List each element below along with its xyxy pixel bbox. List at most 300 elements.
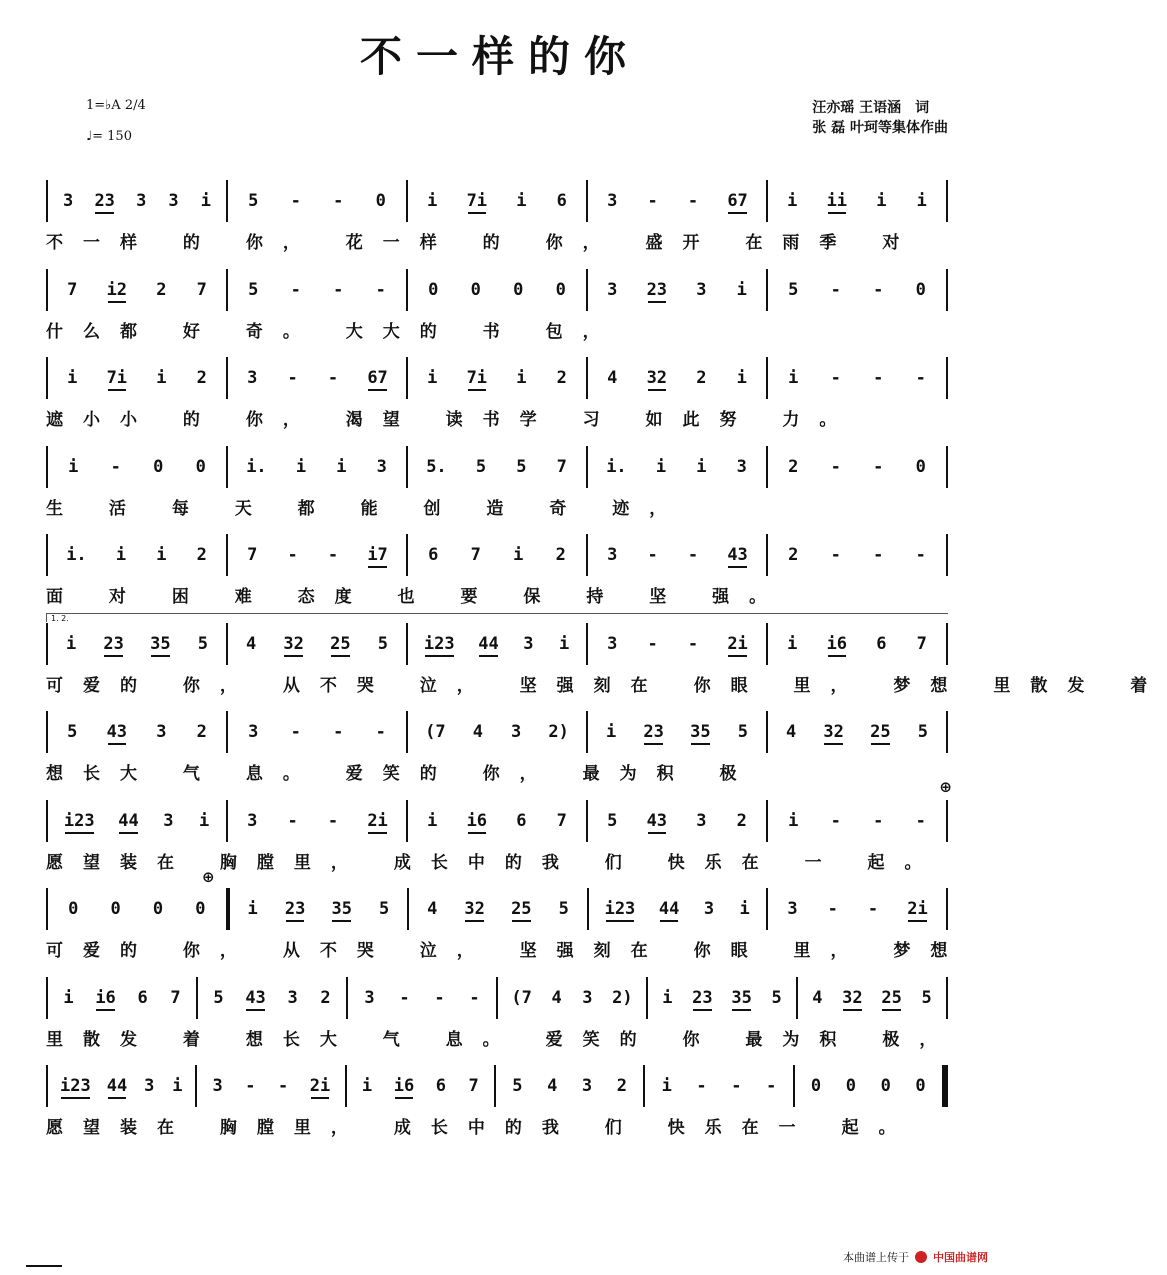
note: 25	[330, 633, 351, 654]
note-row	[46, 977, 948, 1019]
note: 0	[470, 279, 481, 300]
lyric-line: 不一样 的 你， 花一样 的 你， 盛开 在雨季 对	[46, 233, 920, 253]
note: 3	[510, 722, 522, 742]
note: -	[327, 368, 339, 388]
note: -	[867, 899, 879, 919]
note: 5	[516, 456, 527, 477]
note: 4	[472, 722, 483, 742]
note: 0	[555, 279, 566, 300]
note: 35	[150, 633, 171, 654]
note: 67	[367, 368, 388, 388]
note: 3	[736, 456, 747, 477]
note: i	[115, 545, 127, 565]
measure	[408, 711, 586, 753]
note: 7i	[466, 191, 488, 211]
note: 5	[607, 810, 618, 831]
measure	[648, 977, 796, 1019]
note: 3	[156, 722, 167, 742]
note: i	[916, 191, 927, 211]
note: 3	[787, 899, 798, 919]
measure	[408, 269, 586, 311]
note: 5	[921, 987, 932, 1008]
note: 3	[136, 191, 147, 211]
note: 3	[63, 191, 74, 211]
note: 0	[110, 899, 121, 919]
note-row	[46, 357, 948, 399]
note: 35	[331, 899, 352, 919]
footer	[843, 1249, 988, 1265]
note: 3	[247, 368, 258, 388]
note: 5	[213, 987, 224, 1008]
corner-rule	[26, 1265, 62, 1267]
note: i	[361, 1076, 373, 1096]
barline	[946, 623, 948, 665]
note: -	[287, 545, 298, 565]
note: i	[661, 1076, 672, 1096]
note: 7	[470, 545, 481, 565]
note: 32	[842, 987, 863, 1008]
note: i	[696, 456, 707, 477]
footer-brand: 中国曲谱网	[933, 1251, 988, 1264]
note: 0	[428, 279, 439, 300]
barline	[946, 800, 948, 842]
note: 3	[364, 987, 375, 1008]
score-system	[46, 1065, 948, 1154]
time-signature: 2/4	[124, 98, 146, 113]
note: i2	[106, 279, 128, 300]
note: -	[915, 810, 926, 831]
note: 7	[67, 279, 78, 300]
score-system	[46, 613, 1167, 712]
measure	[588, 269, 766, 311]
note: i23	[604, 899, 636, 919]
note: -	[469, 987, 480, 1008]
measure	[198, 977, 346, 1019]
note: i	[66, 633, 77, 654]
note: -	[830, 456, 841, 477]
measure	[768, 888, 946, 930]
note: i	[336, 456, 347, 477]
measure	[588, 800, 766, 842]
note: i	[172, 1076, 183, 1096]
measure	[228, 180, 406, 222]
note: i	[295, 456, 307, 477]
score-system	[46, 777, 952, 889]
note: 6	[876, 633, 887, 654]
note: -	[277, 1076, 289, 1096]
note: -	[687, 191, 699, 211]
note: 7	[556, 810, 567, 831]
brand-logo-icon	[915, 1251, 927, 1263]
note: 3	[581, 1076, 593, 1096]
note-row	[46, 180, 948, 222]
note: -	[830, 368, 841, 388]
lyric-line: 生 活 每 天 都 能 创 造 奇 迹，	[46, 498, 687, 519]
note-row	[46, 711, 948, 753]
measure	[588, 357, 766, 399]
note: 2i	[309, 1076, 331, 1096]
note-row	[46, 269, 948, 311]
note: 5	[917, 722, 928, 742]
note: -	[245, 1076, 256, 1096]
note: 5	[512, 1076, 523, 1096]
note: 7	[916, 633, 927, 654]
lyric-line: 什么都 好 奇。 大大的 书 包，	[46, 321, 620, 342]
note-row	[46, 446, 948, 488]
measure	[408, 446, 586, 488]
measure	[408, 623, 586, 665]
measure	[588, 711, 766, 753]
note: 0	[195, 899, 206, 919]
composer-names: 张 磊 叶珂等集体作曲	[812, 120, 948, 136]
note: 0	[845, 1076, 856, 1096]
note: i	[558, 633, 570, 654]
measure	[768, 180, 946, 222]
note: 4	[786, 722, 797, 742]
measure	[230, 888, 408, 930]
note: 2)	[612, 987, 633, 1008]
note: i23	[423, 633, 455, 654]
measure	[48, 977, 196, 1019]
note: 4	[547, 1076, 558, 1096]
note: -	[830, 810, 841, 831]
note: i	[788, 810, 799, 831]
note: i	[787, 633, 798, 654]
note: 43	[245, 987, 266, 1008]
note: 5	[558, 899, 569, 919]
note: 23	[103, 633, 124, 654]
note-row	[46, 1065, 948, 1107]
barline	[946, 446, 948, 488]
key-tempo-block	[86, 98, 146, 144]
measure	[588, 534, 766, 576]
coda-sign-icon: ⊕	[202, 868, 215, 886]
note: -	[375, 722, 386, 742]
note: i	[876, 191, 887, 211]
note: 6	[137, 987, 148, 1008]
note: i	[156, 368, 167, 388]
note: 32	[283, 633, 304, 654]
footer-text: 本曲谱上传于	[843, 1251, 909, 1264]
note: 2)	[548, 722, 569, 742]
measure	[768, 711, 946, 753]
note: 4	[551, 987, 562, 1008]
note: 23	[94, 191, 115, 211]
note: 0	[152, 899, 164, 919]
note: 44	[118, 810, 139, 831]
measure	[228, 446, 406, 488]
note: 25	[511, 899, 532, 919]
note: -	[399, 987, 410, 1008]
note: 23	[692, 987, 713, 1008]
measure	[48, 711, 226, 753]
note: -	[333, 279, 344, 300]
note: -	[290, 191, 301, 211]
measure	[228, 711, 406, 753]
note: -	[830, 279, 841, 300]
note: 7i	[106, 368, 128, 388]
note: -	[375, 279, 386, 300]
note: 3	[168, 191, 179, 211]
note: 0	[68, 899, 79, 919]
note-row	[46, 534, 948, 576]
measure	[48, 269, 226, 311]
measure	[48, 800, 226, 842]
note: -	[327, 545, 339, 565]
note: 32	[646, 368, 668, 388]
note: i	[516, 191, 527, 211]
barline	[946, 534, 948, 576]
note: 3	[212, 1076, 223, 1096]
note: i	[787, 191, 798, 211]
note: -	[873, 456, 884, 477]
note: 43	[727, 545, 748, 565]
tempo-marking: ♩= 150	[86, 129, 132, 144]
note: 5	[378, 899, 390, 919]
note: -	[333, 191, 344, 211]
note: 35	[731, 987, 752, 1008]
lyric-line: 愿望装在 胸膛里， 成长中的我 们 快乐在一 起。	[46, 1118, 916, 1138]
key-signature: 1=♭A	[86, 98, 121, 113]
measure	[768, 800, 946, 842]
note: 3	[287, 987, 298, 1008]
note: i23	[60, 1076, 91, 1096]
note: 2	[788, 545, 799, 565]
note: 7	[468, 1076, 479, 1096]
note: 5	[248, 191, 259, 211]
note: 2i	[367, 810, 388, 831]
note: -	[687, 633, 699, 654]
note: i	[247, 899, 258, 919]
note: 5	[197, 633, 208, 654]
note: 2	[196, 722, 207, 742]
note: 67	[727, 191, 748, 211]
lyric-line: 可爱的 你， 从不哭 泣， 坚强刻在 你眼 里， 梦想	[46, 941, 968, 961]
note: 43	[106, 722, 128, 742]
measure	[48, 623, 226, 665]
volta-bracket	[46, 613, 948, 622]
note: i	[427, 191, 438, 211]
measure	[496, 1065, 643, 1107]
note: 6	[435, 1076, 447, 1096]
note: 3	[696, 810, 707, 831]
measure	[228, 534, 406, 576]
note: 0	[375, 191, 386, 211]
note: i	[427, 810, 438, 831]
note: 4	[427, 899, 438, 919]
lyric-line: 想长大 气 息。 爱笑的 你， 最为积 极	[46, 764, 757, 784]
note: 4	[812, 987, 823, 1008]
measure	[228, 269, 406, 311]
note: -	[333, 722, 344, 742]
barline	[946, 357, 948, 399]
note: 7	[247, 545, 258, 565]
measure	[197, 1065, 344, 1107]
note: 2	[788, 456, 799, 477]
score	[46, 180, 1167, 1154]
measure	[588, 623, 766, 665]
lyricist-role: 词	[915, 100, 930, 116]
note: -	[327, 810, 339, 831]
score-system	[46, 357, 948, 446]
note: 43	[646, 810, 668, 831]
note: i6	[95, 987, 116, 1008]
note: 3	[248, 722, 259, 742]
note: 7	[196, 279, 207, 300]
note: 3	[607, 279, 618, 300]
note: i	[736, 279, 747, 300]
note: -	[647, 545, 658, 565]
measure	[408, 357, 586, 399]
barline	[946, 711, 948, 753]
note: 3	[696, 279, 707, 300]
note: i	[200, 191, 211, 211]
note: i	[68, 456, 79, 477]
note: (7	[511, 987, 532, 1008]
note: 2	[196, 368, 207, 388]
note: 7i	[466, 368, 488, 388]
note: 0	[915, 279, 926, 300]
note: 3	[523, 633, 534, 654]
measure	[589, 888, 767, 930]
note: 3	[607, 191, 618, 211]
note: 4	[246, 633, 257, 654]
note: 5.	[426, 456, 447, 477]
note: 3	[247, 810, 258, 831]
note: 6	[516, 810, 527, 831]
note: 32	[823, 722, 844, 742]
note: 23	[646, 279, 668, 300]
measure	[768, 269, 946, 311]
score-system	[46, 269, 948, 358]
note: -	[830, 545, 841, 565]
measure	[48, 888, 226, 930]
note: 0	[810, 1076, 822, 1096]
note: 44	[658, 899, 680, 919]
note: -	[915, 545, 926, 565]
note: 7	[170, 987, 181, 1008]
measure	[348, 977, 496, 1019]
measure	[408, 180, 586, 222]
note: 23	[643, 722, 664, 742]
note: 2	[555, 545, 566, 565]
note: 4	[607, 368, 618, 388]
measure	[48, 357, 226, 399]
note: 0	[195, 456, 206, 477]
measure	[347, 1065, 494, 1107]
coda-sign-icon: ⊕	[939, 777, 952, 796]
note: 3	[607, 545, 618, 565]
score-system	[46, 977, 957, 1066]
note: 6	[556, 191, 567, 211]
measure	[408, 534, 586, 576]
note: i	[736, 368, 747, 388]
note: -	[434, 987, 445, 1008]
lyric-line: 愿望装在 胸膛里， 成长中的我 们 快乐在 一 起。	[46, 852, 942, 873]
note: -	[873, 279, 884, 300]
note: 2	[196, 545, 207, 565]
lyricist-names: 汪亦瑶 王语涵	[812, 100, 902, 116]
score-system	[46, 534, 948, 623]
score-system	[46, 711, 948, 800]
note: 2	[696, 368, 707, 388]
note: 5	[475, 456, 487, 477]
note: i	[198, 810, 210, 831]
barline	[946, 977, 948, 1019]
note: 44	[106, 1076, 128, 1096]
note: i	[156, 545, 167, 565]
barline	[946, 269, 948, 311]
note: 6	[428, 545, 439, 565]
measure	[798, 977, 946, 1019]
note-row	[46, 888, 948, 930]
measure	[408, 800, 586, 842]
note: i.	[246, 456, 267, 477]
note: i.	[66, 545, 87, 565]
note: 25	[881, 987, 902, 1008]
measure	[228, 623, 406, 665]
measure	[498, 977, 646, 1019]
note: 0	[513, 279, 524, 300]
note: 44	[478, 633, 499, 654]
score-system	[46, 868, 968, 977]
song-title: 不一样的你	[359, 32, 640, 81]
note-row	[46, 800, 948, 842]
note: 3	[376, 456, 387, 477]
note: 5	[377, 633, 388, 654]
measure	[768, 623, 946, 665]
note: 3	[703, 899, 715, 919]
note: -	[915, 368, 926, 388]
measure	[228, 357, 406, 399]
note: -	[647, 191, 658, 211]
measure	[588, 446, 766, 488]
note: 32	[464, 899, 485, 919]
measure	[768, 357, 946, 399]
note: -	[873, 810, 884, 831]
note: 2i	[727, 633, 748, 654]
note: 3	[144, 1076, 155, 1096]
note: 3	[607, 633, 618, 654]
note: 2	[616, 1076, 627, 1096]
note: i	[516, 368, 527, 388]
volta-label: 1. 2.	[51, 613, 69, 623]
note: 0	[153, 456, 164, 477]
note: 23	[284, 899, 306, 919]
barline	[946, 888, 948, 930]
measure	[228, 800, 406, 842]
note: i	[788, 368, 799, 388]
note: 5	[67, 722, 78, 742]
note: 0	[915, 1076, 926, 1096]
note: i	[63, 987, 74, 1008]
note: -	[827, 899, 838, 919]
final-barline	[942, 1065, 948, 1107]
note: 5	[737, 722, 748, 742]
note: i6	[826, 633, 848, 654]
note: 2	[736, 810, 747, 831]
note: 3	[163, 810, 174, 831]
note: 2	[556, 368, 567, 388]
measure	[48, 180, 226, 222]
note: i23	[63, 810, 95, 831]
note: -	[731, 1076, 742, 1096]
note: i	[655, 456, 667, 477]
note: i	[662, 987, 673, 1008]
note: -	[873, 545, 884, 565]
note: -	[290, 279, 301, 300]
score-system	[46, 180, 948, 269]
